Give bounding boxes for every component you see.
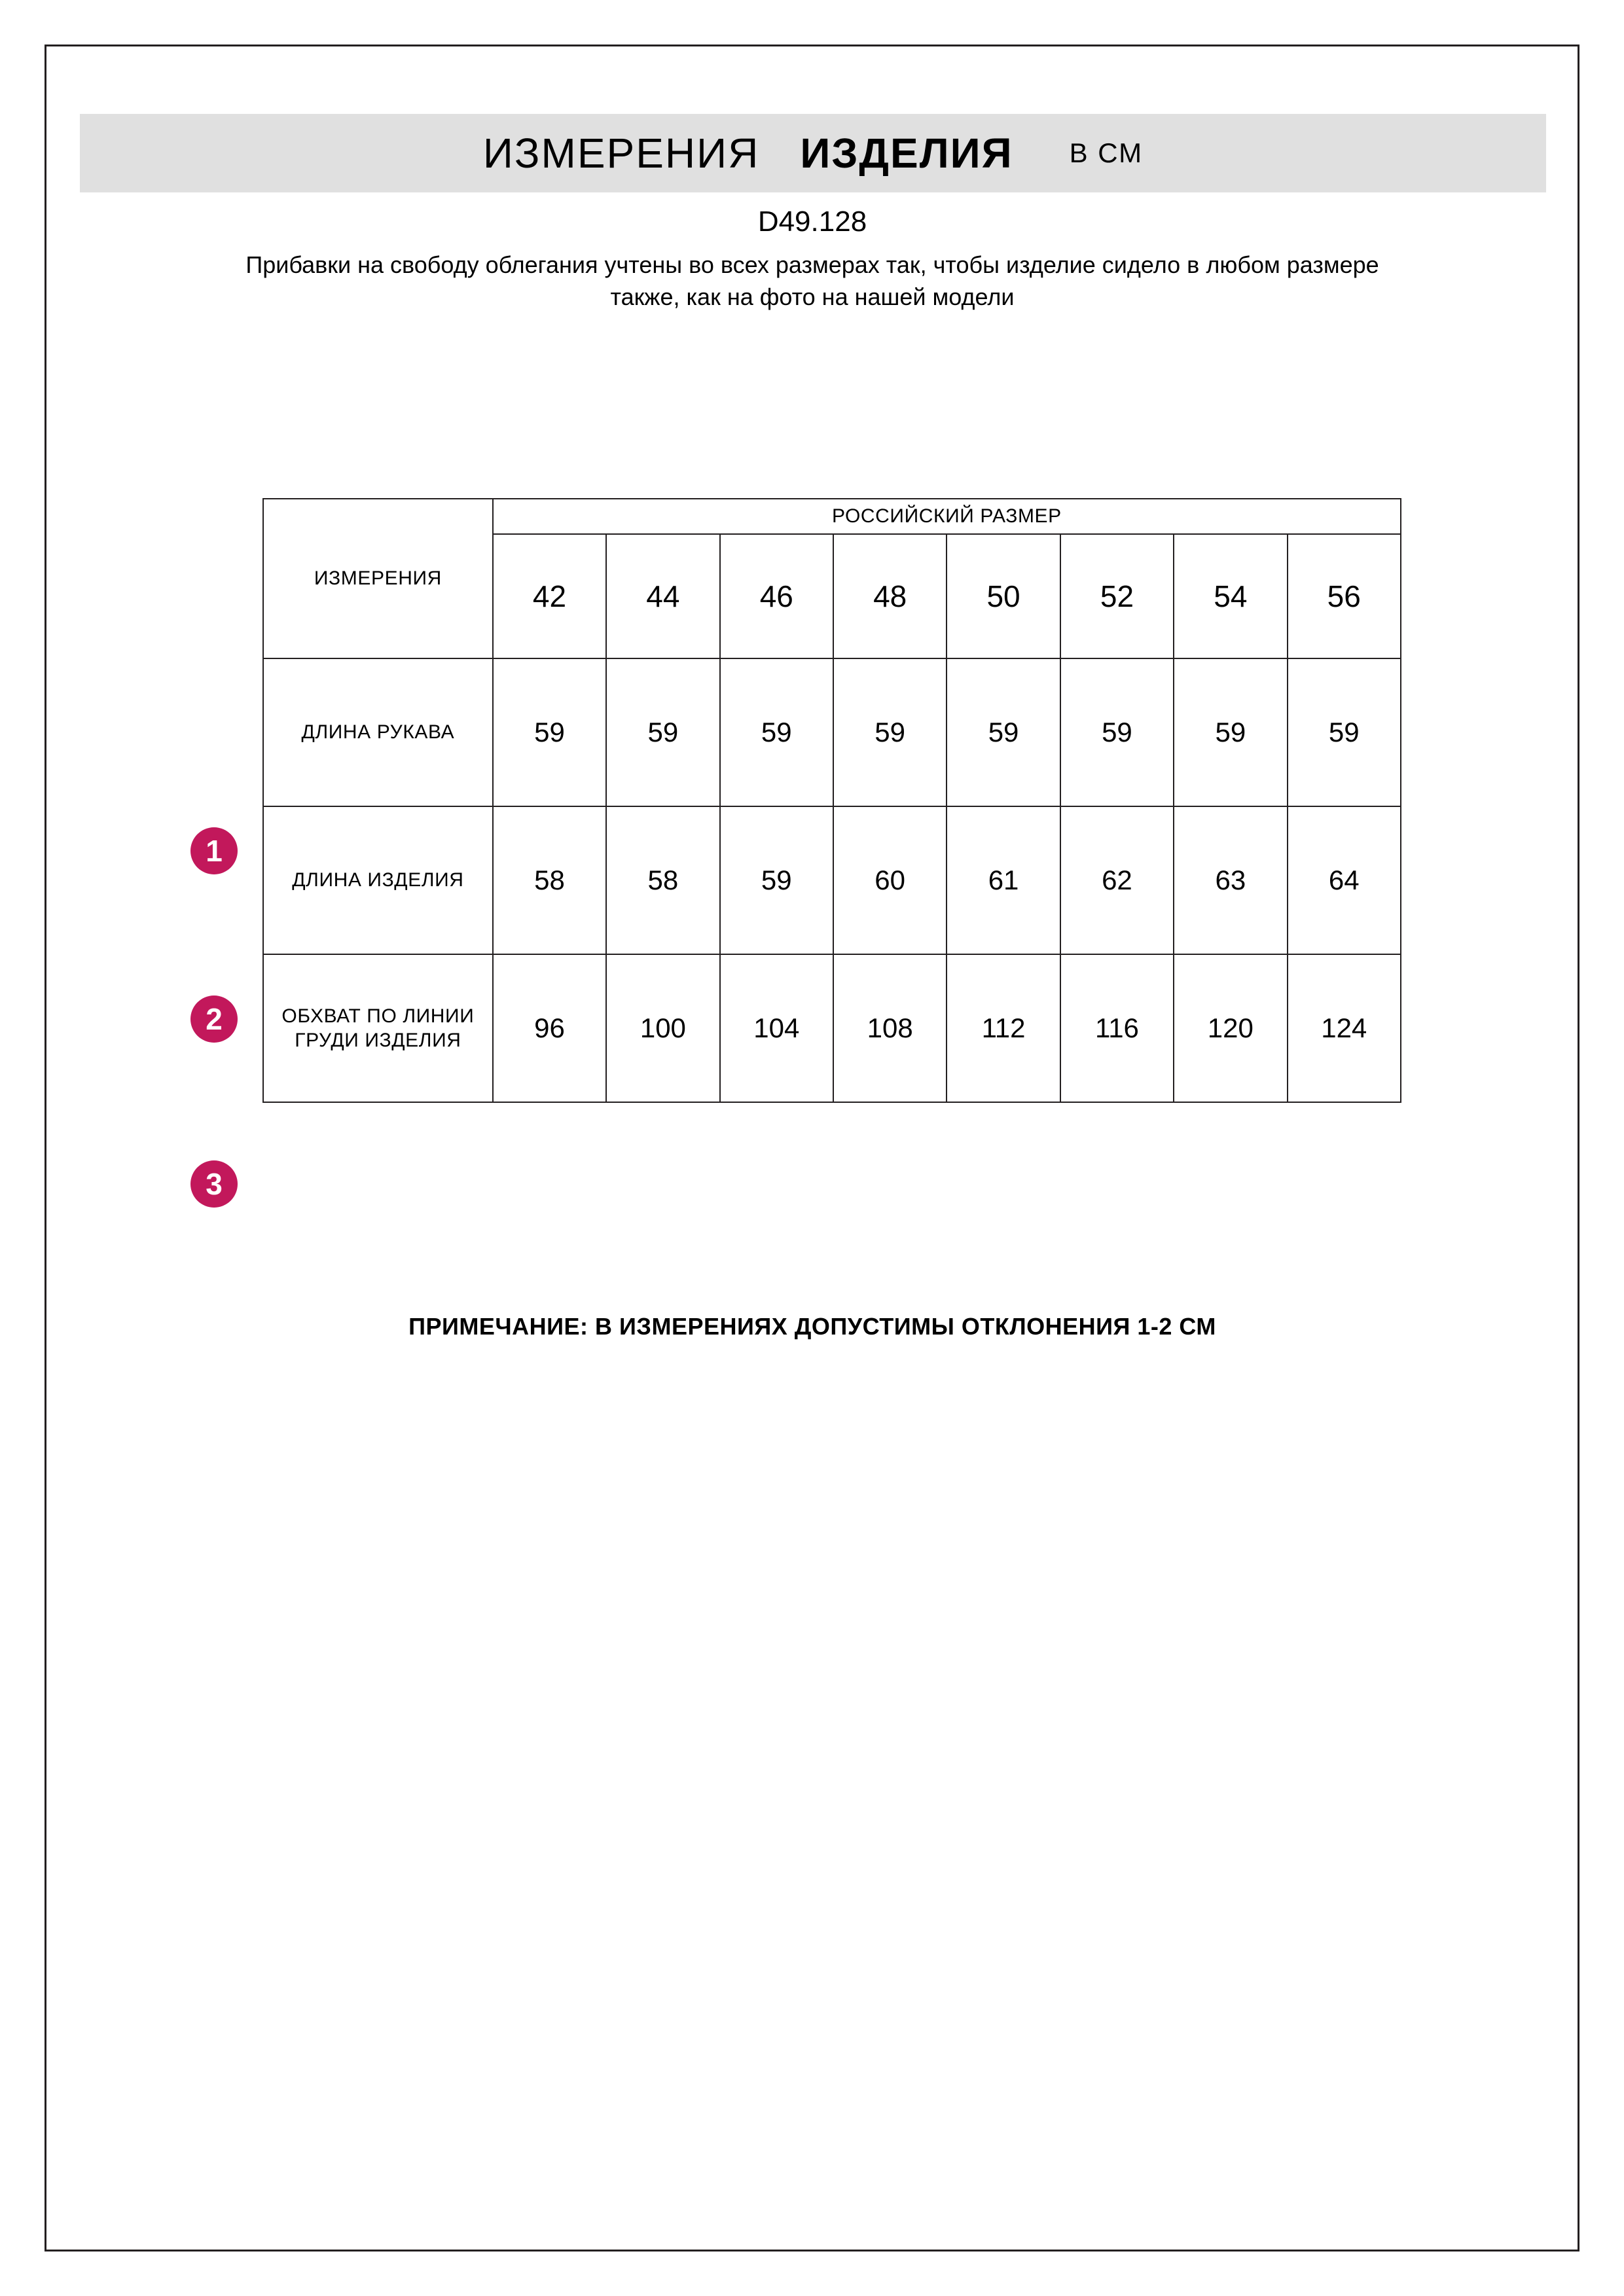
table-row: [263, 806, 1401, 954]
cell-chest-54: 120: [1174, 954, 1287, 1102]
cell-sleeve-56: 59: [1288, 658, 1401, 806]
cell-length-56: 64: [1288, 806, 1401, 954]
intro-note: Прибавки на свободу облегания учтены во всех размерах так, чтобы изделие сидело в любом размере также, как на фото на нашей модели: [245, 251, 1379, 310]
cell-chest-48: 108: [833, 954, 947, 1102]
bullet-marker-3: 3: [190, 1160, 238, 1208]
row-label-product-length: ДЛИНА ИЗДЕЛИЯ: [263, 806, 493, 954]
cell-sleeve-52: 59: [1060, 658, 1174, 806]
size-header-46: 46: [720, 534, 833, 658]
footer-note: ПРИМЕЧАНИЕ: В ИЗМЕРЕНИЯХ ДОПУСТИМЫ ОТКЛОНЕНИЯ 1-2 СМ: [408, 1313, 1216, 1340]
table-row: [263, 658, 1401, 806]
page-border: [45, 45, 1579, 2251]
row-label-sleeve-length: ДЛИНА РУКАВА: [263, 658, 493, 806]
title-bar: [80, 114, 1546, 192]
size-table-wrapper: [262, 498, 1401, 1103]
cell-length-44: 58: [606, 806, 719, 954]
cell-chest-46: 104: [720, 954, 833, 1102]
cell-chest-56: 124: [1288, 954, 1401, 1102]
cell-chest-42: 96: [493, 954, 606, 1102]
size-header-52: 52: [1060, 534, 1174, 658]
title-measurements: ИЗМЕРЕНИЯ: [482, 130, 760, 177]
bullet-marker-2: 2: [190, 996, 238, 1043]
size-table: [262, 498, 1401, 1103]
header-russian-size: РОССИЙСКИЙ РАЗМЕР: [493, 499, 1401, 534]
size-header-42: 42: [493, 534, 606, 658]
cell-sleeve-54: 59: [1174, 658, 1287, 806]
cell-sleeve-46: 59: [720, 658, 833, 806]
cell-sleeve-50: 59: [947, 658, 1060, 806]
cell-chest-50: 112: [947, 954, 1060, 1102]
row-label-chest-girth: ОБХВАТ ПО ЛИНИИ ГРУДИ ИЗДЕЛИЯ: [263, 954, 493, 1102]
cell-length-48: 60: [833, 806, 947, 954]
cell-sleeve-42: 59: [493, 658, 606, 806]
title-units: В СМ: [1069, 137, 1144, 168]
cell-length-50: 61: [947, 806, 1060, 954]
size-header-48: 48: [833, 534, 947, 658]
size-header-44: 44: [606, 534, 719, 658]
cell-length-42: 58: [493, 806, 606, 954]
size-header-54: 54: [1174, 534, 1287, 658]
table-group-header-row: [263, 499, 1401, 534]
header-measurements: ИЗМЕРЕНИЯ: [263, 499, 493, 658]
cell-chest-44: 100: [606, 954, 719, 1102]
title-product: ИЗДЕЛИЯ: [800, 130, 1013, 177]
article-code: D49.128: [757, 206, 867, 238]
cell-length-46: 59: [720, 806, 833, 954]
cell-sleeve-44: 59: [606, 658, 719, 806]
size-header-56: 56: [1288, 534, 1401, 658]
table-row: [263, 954, 1401, 1102]
document-content: [46, 46, 1578, 2250]
cell-sleeve-48: 59: [833, 658, 947, 806]
cell-chest-52: 116: [1060, 954, 1174, 1102]
size-header-50: 50: [947, 534, 1060, 658]
bullet-marker-1: 1: [190, 827, 238, 874]
cell-length-52: 62: [1060, 806, 1174, 954]
cell-length-54: 63: [1174, 806, 1287, 954]
